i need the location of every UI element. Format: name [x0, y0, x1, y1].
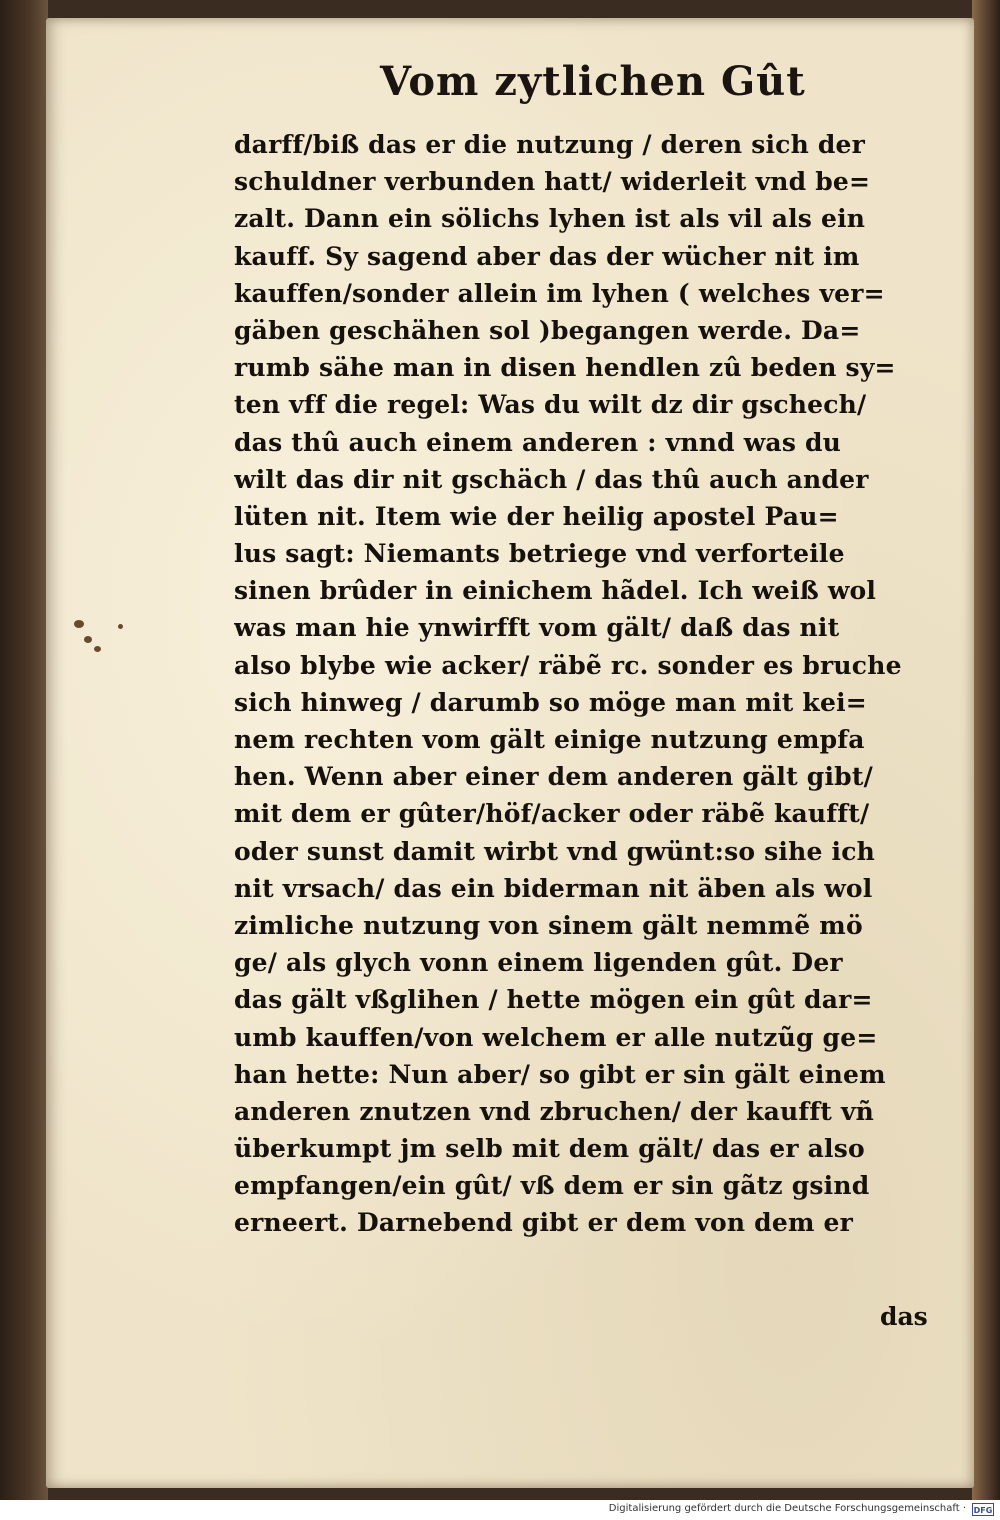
text-line: han hette: Nun aber/ so gibt er sin gält einem	[234, 1059, 886, 1089]
text-line: wilt das dir nit gschäch / das thû auch ander	[234, 464, 869, 494]
catchword: das	[880, 1302, 928, 1331]
text-line: nem rechten vom gält einige nutzung empfa	[234, 725, 865, 754]
text-line: zalt. Dann ein sölichs lyhen ist als vil als ein	[234, 204, 866, 234]
text-line: lüten nit. Item wie der heilig apostel Pau=	[234, 501, 839, 531]
text-line: also blybe wie acker/ räbẽ rc. sonder es bruche	[234, 650, 902, 680]
text-line: kauffen/sonder allein im lyhen ( welches ver=	[234, 278, 885, 308]
left-binding-edge	[0, 0, 48, 1500]
text-line: gäben geschähen sol )begangen werde. Da=	[234, 315, 861, 345]
text-line: umb kauffen/von welchem er alle nutzũg ge=	[234, 1022, 878, 1052]
text-line: das gält vßglihen / hette mögen ein gût dar=	[234, 985, 873, 1015]
text-line: das thû auch einem anderen : vnnd was du	[234, 427, 842, 457]
dfg-logo: DFG	[972, 1503, 994, 1516]
ink-stain	[84, 636, 92, 643]
text-line: sinen brûder in einichem hãdel. Ich weiß wol	[234, 576, 877, 606]
text-line: anderen znutzen vnd zbruchen/ der kaufft vñ	[234, 1096, 875, 1126]
running-head: Vom zytlichen Gût	[380, 58, 806, 105]
text-line: ten vff die regel: Was du wilt dz dir gschech/	[234, 390, 867, 420]
ink-stain	[94, 646, 101, 652]
text-line: was man hie ynwirfft vom gält/ daß das nit	[234, 613, 840, 643]
text-line: ge/ als glych vonn einem ligenden gût. Der	[234, 948, 843, 978]
body-text	[234, 126, 954, 1242]
text-line: kauff. Sy sagend aber das der wücher nit im	[234, 241, 860, 271]
text-line: sich hinweg / darumb so möge man mit kei=	[234, 687, 867, 717]
text-line: zimliche nutzung von sinem gält nemmẽ mö	[234, 910, 863, 940]
text-line: darff/biß das er die nutzung / deren sich der	[234, 130, 866, 159]
right-binding-edge	[972, 0, 1000, 1500]
ink-stain	[74, 620, 84, 628]
ink-stain	[118, 624, 123, 629]
text-line: oder sunst damit wirbt vnd gwünt:so sihe ich	[234, 836, 876, 866]
funding-credit: Digitalisierung gefördert durch die Deutsche Forschungsgemeinschaft ·	[608, 1503, 966, 1514]
text-line: hen. Wenn aber einer dem anderen gält gibt/	[234, 762, 873, 792]
text-line: überkumpt jm selb mit dem gält/ das er also	[234, 1134, 865, 1164]
text-line: schuldner verbunden hatt/ widerleit vnd be=	[234, 167, 871, 197]
text-line: lus sagt: Niemants betriege vnd verforteile	[234, 539, 845, 569]
text-line: mit dem er gûter/höf/acker oder räbẽ kaufft/	[234, 799, 870, 829]
text-line: empfangen/ein gût/ vß dem er sin gãtz gsind	[234, 1171, 870, 1201]
text-line: erneert. Darnebend gibt er dem von dem er	[234, 1208, 854, 1238]
footer-bar	[0, 1500, 1000, 1520]
text-line: nit vrsach/ das ein biderman nit äben als wol	[234, 873, 873, 903]
text-line: rumb sähe man in disen hendlen zû beden sy=	[234, 353, 896, 383]
